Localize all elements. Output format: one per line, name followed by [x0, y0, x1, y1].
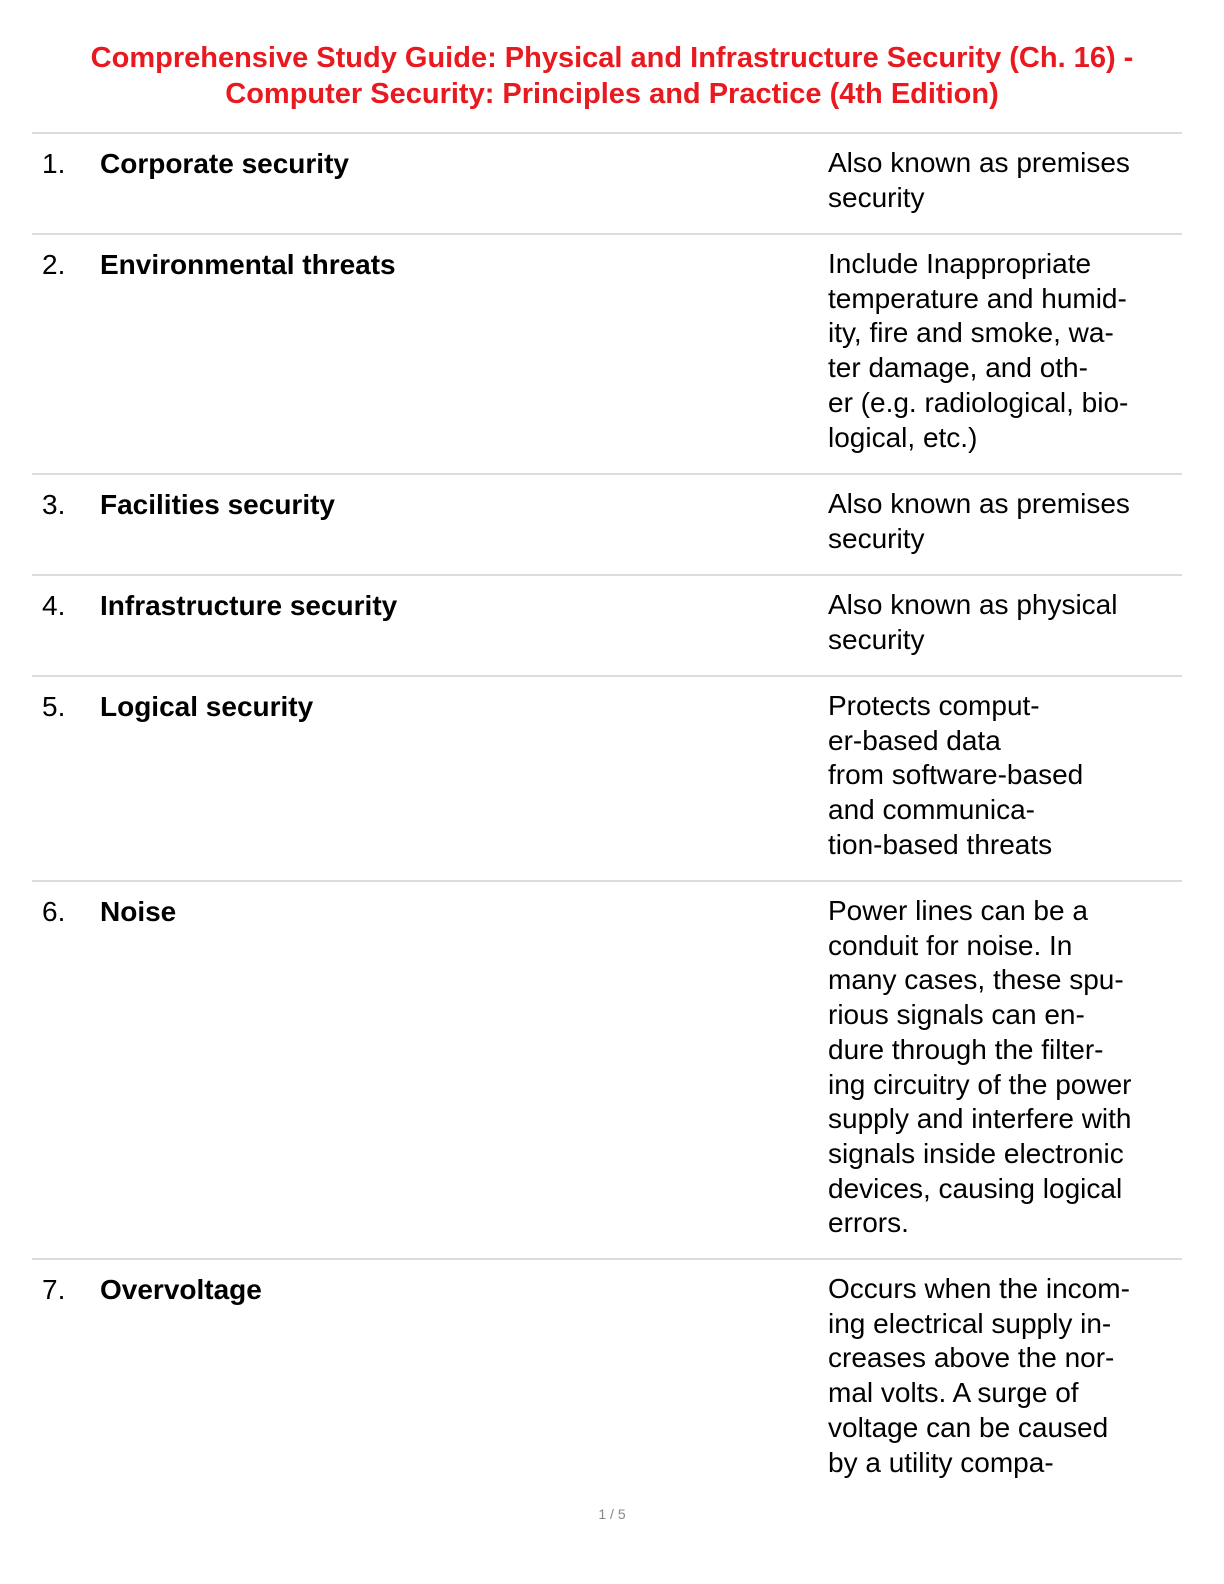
item-definition: Occurs when the incom- ing electrical supply in- creases above the nor- mal volts. A surge of voltage can be caused by a utility compa-: [828, 1273, 1130, 1478]
title-line-1: Comprehensive Study Guide: Physical and Infrastructure Security (Ch. 16) -: [90, 42, 1134, 74]
item-term: Facilities security: [100, 489, 336, 520]
item-number: 4.: [42, 590, 66, 621]
item-term: Overvoltage: [100, 1274, 262, 1305]
item-definition: Protects comput- er-based data from software-based and communica- tion-based threats: [828, 690, 1084, 860]
glossary-list: [32, 132, 1182, 1488]
item-definition: Include Inappropriate temperature and humid- ity, fire and smoke, wa- ter damage, and oth- er (e.g. radiological, bio- logical, etc.): [828, 248, 1129, 453]
title-line-2: Computer Security: Principles and Practice (4th Edition): [225, 78, 999, 110]
list-item: [32, 675, 1182, 880]
item-definition: Power lines can be a conduit for noise. In many cases, these spu- rious signals can en- dure through the filter- ing circuitry of the power supply and interfere with signals inside electronic devices, causing logical errors.: [828, 895, 1132, 1239]
page-title: [0, 40, 1224, 112]
list-item: [32, 574, 1182, 675]
item-number: 7.: [42, 1274, 66, 1305]
item-term: Noise: [100, 896, 177, 927]
list-item: [32, 1258, 1182, 1488]
item-number: 1.: [42, 148, 66, 179]
item-term: Environmental threats: [100, 249, 396, 280]
item-definition: Also known as physical security: [828, 589, 1118, 655]
list-item: [32, 473, 1182, 574]
item-term: Infrastructure security: [100, 590, 398, 621]
list-item: [32, 132, 1182, 233]
page-number: 1 / 5: [598, 1506, 626, 1522]
list-item: [32, 880, 1182, 1258]
item-number: 2.: [42, 249, 66, 280]
item-term: Logical security: [100, 691, 314, 722]
item-term: Corporate security: [100, 148, 349, 179]
item-number: 5.: [42, 691, 66, 722]
list-item: [32, 233, 1182, 473]
item-definition: Also known as premises security: [828, 488, 1130, 554]
item-definition: Also known as premises security: [828, 147, 1130, 213]
item-number: 3.: [42, 489, 66, 520]
item-number: 6.: [42, 896, 66, 927]
